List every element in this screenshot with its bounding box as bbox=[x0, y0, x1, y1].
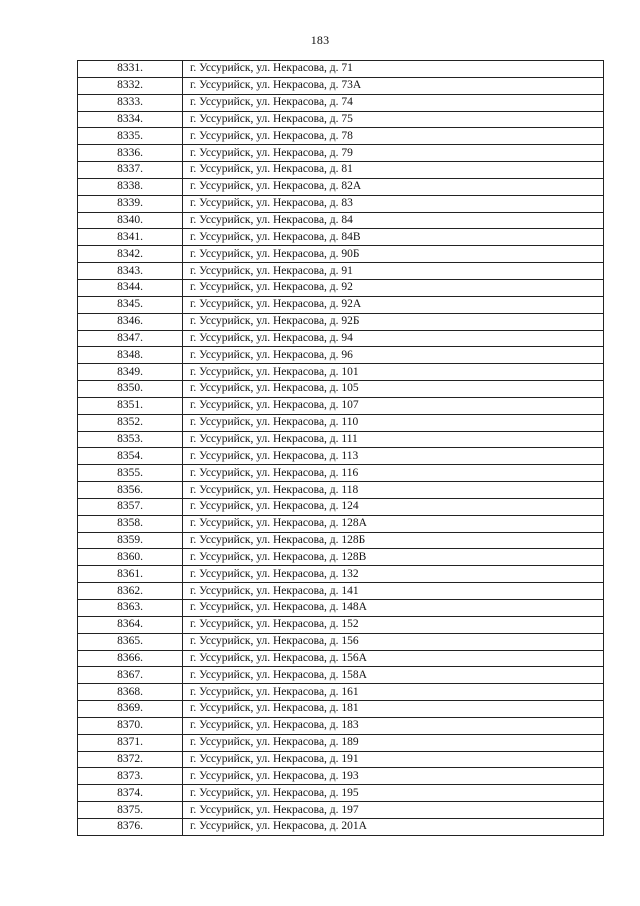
row-number-cell: 8331. bbox=[78, 61, 183, 78]
row-number-cell: 8333. bbox=[78, 94, 183, 111]
table-row bbox=[78, 667, 604, 684]
row-number-cell: 8376. bbox=[78, 818, 183, 835]
address-cell: г. Уссурийск, ул. Некрасова, д. 75 bbox=[183, 111, 604, 128]
address-cell: г. Уссурийск, ул. Некрасова, д. 94 bbox=[183, 330, 604, 347]
address-cell: г. Уссурийск, ул. Некрасова, д. 92А bbox=[183, 296, 604, 313]
address-cell: г. Уссурийск, ул. Некрасова, д. 79 bbox=[183, 145, 604, 162]
address-cell: г. Уссурийск, ул. Некрасова, д. 124 bbox=[183, 498, 604, 515]
row-number-cell: 8361. bbox=[78, 566, 183, 583]
address-cell: г. Уссурийск, ул. Некрасова, д. 107 bbox=[183, 397, 604, 414]
row-number-cell: 8363. bbox=[78, 600, 183, 617]
table-row bbox=[78, 364, 604, 381]
table-row bbox=[78, 566, 604, 583]
address-cell: г. Уссурийск, ул. Некрасова, д. 92Б bbox=[183, 313, 604, 330]
address-cell: г. Уссурийск, ул. Некрасова, д. 132 bbox=[183, 566, 604, 583]
address-cell: г. Уссурийск, ул. Некрасова, д. 128Б bbox=[183, 532, 604, 549]
address-cell: г. Уссурийск, ул. Некрасова, д. 82А bbox=[183, 178, 604, 195]
address-cell: г. Уссурийск, ул. Некрасова, д. 128В bbox=[183, 549, 604, 566]
table-row bbox=[78, 515, 604, 532]
address-cell: г. Уссурийск, ул. Некрасова, д. 156А bbox=[183, 650, 604, 667]
table-row bbox=[78, 347, 604, 364]
address-cell: г. Уссурийск, ул. Некрасова, д. 111 bbox=[183, 431, 604, 448]
table-row bbox=[78, 229, 604, 246]
row-number-cell: 8368. bbox=[78, 684, 183, 701]
row-number-cell: 8352. bbox=[78, 414, 183, 431]
row-number-cell: 8351. bbox=[78, 397, 183, 414]
row-number-cell: 8353. bbox=[78, 431, 183, 448]
table-row bbox=[78, 61, 604, 78]
row-number-cell: 8374. bbox=[78, 785, 183, 802]
address-cell: г. Уссурийск, ул. Некрасова, д. 90Б bbox=[183, 246, 604, 263]
table-row bbox=[78, 279, 604, 296]
table-row bbox=[78, 583, 604, 600]
row-number-cell: 8356. bbox=[78, 482, 183, 499]
row-number-cell: 8339. bbox=[78, 195, 183, 212]
address-cell: г. Уссурийск, ул. Некрасова, д. 156 bbox=[183, 633, 604, 650]
table-row bbox=[78, 717, 604, 734]
address-cell: г. Уссурийск, ул. Некрасова, д. 189 bbox=[183, 734, 604, 751]
row-number-cell: 8359. bbox=[78, 532, 183, 549]
address-cell: г. Уссурийск, ул. Некрасова, д. 141 bbox=[183, 583, 604, 600]
table-row bbox=[78, 246, 604, 263]
table-row bbox=[78, 751, 604, 768]
row-number-cell: 8350. bbox=[78, 381, 183, 398]
address-cell: г. Уссурийск, ул. Некрасова, д. 161 bbox=[183, 684, 604, 701]
row-number-cell: 8373. bbox=[78, 768, 183, 785]
row-number-cell: 8337. bbox=[78, 162, 183, 179]
table-row bbox=[78, 785, 604, 802]
table-row bbox=[78, 330, 604, 347]
address-cell: г. Уссурийск, ул. Некрасова, д. 71 bbox=[183, 61, 604, 78]
table-row bbox=[78, 633, 604, 650]
table-row bbox=[78, 701, 604, 718]
table-row bbox=[78, 94, 604, 111]
table-row bbox=[78, 381, 604, 398]
row-number-cell: 8338. bbox=[78, 178, 183, 195]
row-number-cell: 8375. bbox=[78, 802, 183, 819]
table-row bbox=[78, 162, 604, 179]
address-cell: г. Уссурийск, ул. Некрасова, д. 116 bbox=[183, 465, 604, 482]
row-number-cell: 8360. bbox=[78, 549, 183, 566]
row-number-cell: 8367. bbox=[78, 667, 183, 684]
address-cell: г. Уссурийск, ул. Некрасова, д. 201А bbox=[183, 818, 604, 835]
row-number-cell: 8366. bbox=[78, 650, 183, 667]
row-number-cell: 8354. bbox=[78, 448, 183, 465]
table-row bbox=[78, 263, 604, 280]
row-number-cell: 8349. bbox=[78, 364, 183, 381]
address-cell: г. Уссурийск, ул. Некрасова, д. 191 bbox=[183, 751, 604, 768]
address-cell: г. Уссурийск, ул. Некрасова, д. 113 bbox=[183, 448, 604, 465]
address-cell: г. Уссурийск, ул. Некрасова, д. 84 bbox=[183, 212, 604, 229]
address-cell: г. Уссурийск, ул. Некрасова, д. 158А bbox=[183, 667, 604, 684]
address-cell: г. Уссурийск, ул. Некрасова, д. 83 bbox=[183, 195, 604, 212]
row-number-cell: 8347. bbox=[78, 330, 183, 347]
table-row bbox=[78, 549, 604, 566]
row-number-cell: 8336. bbox=[78, 145, 183, 162]
table-row bbox=[78, 482, 604, 499]
row-number-cell: 8334. bbox=[78, 111, 183, 128]
row-number-cell: 8362. bbox=[78, 583, 183, 600]
row-number-cell: 8348. bbox=[78, 347, 183, 364]
table-row bbox=[78, 532, 604, 549]
row-number-cell: 8343. bbox=[78, 263, 183, 280]
table-row bbox=[78, 77, 604, 94]
table-row bbox=[78, 145, 604, 162]
row-number-cell: 8332. bbox=[78, 77, 183, 94]
table-row bbox=[78, 498, 604, 515]
table-row bbox=[78, 465, 604, 482]
row-number-cell: 8372. bbox=[78, 751, 183, 768]
table-row bbox=[78, 684, 604, 701]
address-cell: г. Уссурийск, ул. Некрасова, д. 128А bbox=[183, 515, 604, 532]
table-row bbox=[78, 802, 604, 819]
table-row bbox=[78, 313, 604, 330]
row-number-cell: 8341. bbox=[78, 229, 183, 246]
address-cell: г. Уссурийск, ул. Некрасова, д. 152 bbox=[183, 616, 604, 633]
row-number-cell: 8340. bbox=[78, 212, 183, 229]
row-number-cell: 8365. bbox=[78, 633, 183, 650]
address-table bbox=[77, 60, 604, 836]
address-cell: г. Уссурийск, ул. Некрасова, д. 105 bbox=[183, 381, 604, 398]
address-cell: г. Уссурийск, ул. Некрасова, д. 81 bbox=[183, 162, 604, 179]
row-number-cell: 8346. bbox=[78, 313, 183, 330]
row-number-cell: 8357. bbox=[78, 498, 183, 515]
table-row bbox=[78, 734, 604, 751]
address-table-body bbox=[78, 61, 604, 836]
row-number-cell: 8370. bbox=[78, 717, 183, 734]
table-row bbox=[78, 296, 604, 313]
table-row bbox=[78, 650, 604, 667]
address-cell: г. Уссурийск, ул. Некрасова, д. 78 bbox=[183, 128, 604, 145]
address-cell: г. Уссурийск, ул. Некрасова, д. 195 bbox=[183, 785, 604, 802]
address-cell: г. Уссурийск, ул. Некрасова, д. 74 bbox=[183, 94, 604, 111]
address-cell: г. Уссурийск, ул. Некрасова, д. 101 bbox=[183, 364, 604, 381]
address-cell: г. Уссурийск, ул. Некрасова, д. 148А bbox=[183, 600, 604, 617]
table-row bbox=[78, 195, 604, 212]
table-row bbox=[78, 397, 604, 414]
table-row bbox=[78, 111, 604, 128]
address-cell: г. Уссурийск, ул. Некрасова, д. 73А bbox=[183, 77, 604, 94]
address-cell: г. Уссурийск, ул. Некрасова, д. 181 bbox=[183, 701, 604, 718]
table-row bbox=[78, 616, 604, 633]
table-row bbox=[78, 818, 604, 835]
table-row bbox=[78, 431, 604, 448]
address-cell: г. Уссурийск, ул. Некрасова, д. 183 bbox=[183, 717, 604, 734]
address-cell: г. Уссурийск, ул. Некрасова, д. 96 bbox=[183, 347, 604, 364]
row-number-cell: 8335. bbox=[78, 128, 183, 145]
row-number-cell: 8355. bbox=[78, 465, 183, 482]
table-row bbox=[78, 178, 604, 195]
table-row bbox=[78, 768, 604, 785]
address-cell: г. Уссурийск, ул. Некрасова, д. 193 bbox=[183, 768, 604, 785]
row-number-cell: 8364. bbox=[78, 616, 183, 633]
address-cell: г. Уссурийск, ул. Некрасова, д. 84В bbox=[183, 229, 604, 246]
address-cell: г. Уссурийск, ул. Некрасова, д. 118 bbox=[183, 482, 604, 499]
table-row bbox=[78, 212, 604, 229]
row-number-cell: 8369. bbox=[78, 701, 183, 718]
table-row bbox=[78, 600, 604, 617]
address-cell: г. Уссурийск, ул. Некрасова, д. 92 bbox=[183, 279, 604, 296]
address-cell: г. Уссурийск, ул. Некрасова, д. 110 bbox=[183, 414, 604, 431]
page-number: 183 bbox=[310, 33, 330, 47]
table-row bbox=[78, 414, 604, 431]
row-number-cell: 8344. bbox=[78, 279, 183, 296]
row-number-cell: 8358. bbox=[78, 515, 183, 532]
row-number-cell: 8342. bbox=[78, 246, 183, 263]
table-row bbox=[78, 448, 604, 465]
row-number-cell: 8345. bbox=[78, 296, 183, 313]
address-cell: г. Уссурийск, ул. Некрасова, д. 91 bbox=[183, 263, 604, 280]
address-cell: г. Уссурийск, ул. Некрасова, д. 197 bbox=[183, 802, 604, 819]
table-row bbox=[78, 128, 604, 145]
row-number-cell: 8371. bbox=[78, 734, 183, 751]
